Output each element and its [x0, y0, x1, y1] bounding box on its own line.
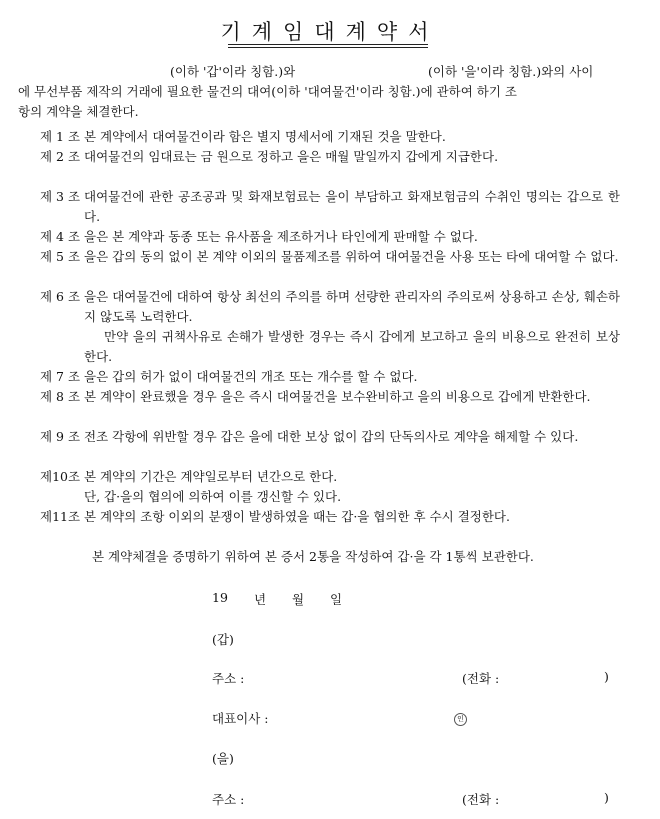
article-1 [40, 127, 620, 147]
article-number: 제11조 [40, 509, 81, 524]
closing-statement: 본 계약체결을 증명하기 위하여 본 증서 2통을 작성하여 갑·을 각 1통씩 보관한다. [92, 549, 534, 564]
preamble-eul-ref: (이하 '을'이라 칭함.)와의 사이 [428, 64, 594, 79]
article-text: 전조 각항에 위반할 경우 갑은 을에 대한 보상 없이 갑의 단독의사로 계약을 해제할 수 있다. [84, 429, 579, 444]
article-number: 제10조 [40, 469, 81, 484]
article-text: 본 계약이 완료했을 경우 을은 즉시 대여물건을 보수완비하고 을의 비용으로 갑에게 반환한다. [84, 389, 591, 404]
seal-icon: 인 [454, 713, 467, 726]
article-number: 제 2 조 [40, 149, 81, 164]
preamble-line-2: 에 무선부품 제작의 거래에 필요한 물건의 대여(이하 '대여물건'이라 칭함.)에 관하여 하기 조 [18, 84, 518, 99]
article-8 [40, 387, 620, 407]
preamble-gap-ref: (이하 '갑'이라 칭함.)와 [170, 64, 296, 79]
party-eul-phone-close: ) [604, 790, 609, 805]
party-gap-phone: (전화 : [462, 671, 500, 686]
article-number: 제 6 조 [40, 289, 81, 304]
party-gap-phone-close: ) [604, 669, 609, 684]
party-eul-address: 주소 : [212, 792, 245, 807]
preamble-line-3: 항의 계약을 체결한다. [18, 104, 139, 119]
date-year: 년 [254, 592, 267, 607]
article-7 [40, 367, 620, 387]
article-number: 제 5 조 [40, 249, 81, 264]
title-underline-2 [228, 47, 428, 48]
date-year-prefix: 19 [212, 590, 228, 605]
date-month: 월 [292, 592, 305, 607]
seal-mark [454, 709, 467, 726]
article-number: 제 9 조 [40, 429, 81, 444]
article-text: 대여물건에 관한 공조공과 및 화재보험료는 을이 부담하고 화재보험금의 수취인 명의는 갑으로 한다. [84, 189, 620, 224]
article-text: 을은 본 계약과 동종 또는 유사품을 제조하거나 타인에게 판매할 수 없다. [84, 229, 478, 244]
article-text: 대여물건의 임대료는 금 원으로 정하고 을은 매월 말일까지 갑에게 지급한다. [84, 149, 499, 164]
article-text: 본 계약의 조항 이외의 분쟁이 발생하였을 때는 갑·을 협의한 후 수시 결정한다. [84, 509, 510, 524]
article-6 [40, 287, 620, 327]
article-10 [40, 467, 620, 487]
article-number: 제 4 조 [40, 229, 81, 244]
article-2 [40, 147, 620, 167]
party-eul-label: (을) [212, 751, 234, 766]
article-3 [40, 187, 620, 227]
party-gap-label: (갑) [212, 632, 234, 647]
article-11 [40, 507, 620, 527]
article-text: 본 계약의 기간은 계약일로부터 년간으로 한다. [84, 469, 338, 484]
article-text: 본 계약에서 대여물건이라 함은 별지 명세서에 기재된 것을 말한다. [84, 129, 446, 144]
article-text: 을은 대여물건에 대하여 항상 최선의 주의를 하며 선량한 관리자의 주의로써 상용하고 손상, 훼손하지 않도록 노력한다. [84, 289, 620, 324]
article-number: 제 8 조 [40, 389, 81, 404]
article-5 [40, 247, 620, 267]
article-text: 을은 갑의 동의 없이 본 계약 이외의 물품제조를 위하여 대여물건을 사용 또는 타에 대여할 수 없다. [84, 249, 619, 264]
article-number: 제 7 조 [40, 369, 81, 384]
article-9 [40, 427, 620, 447]
party-gap-representative: 대표이사 : [212, 711, 269, 726]
article-6-continuation: 만약 을의 귀책사유로 손해가 발생한 경우는 즉시 갑에게 보고하고 을의 비용으로 완전히 보상한다. [84, 329, 620, 364]
article-4 [40, 227, 620, 247]
article-10-continuation: 단, 갑·을의 협의에 의하여 이를 갱신할 수 있다. [84, 489, 342, 504]
date-day: 일 [330, 592, 343, 607]
article-number: 제 1 조 [40, 129, 81, 144]
document-title: 기계임대계약서 [220, 20, 440, 44]
article-text: 을은 갑의 허가 없이 대여물건의 개조 또는 개수를 할 수 없다. [84, 369, 418, 384]
title-underline-1 [228, 44, 428, 45]
party-gap-address: 주소 : [212, 671, 245, 686]
party-eul-phone: (전화 : [462, 792, 500, 807]
article-number: 제 3 조 [40, 189, 81, 204]
